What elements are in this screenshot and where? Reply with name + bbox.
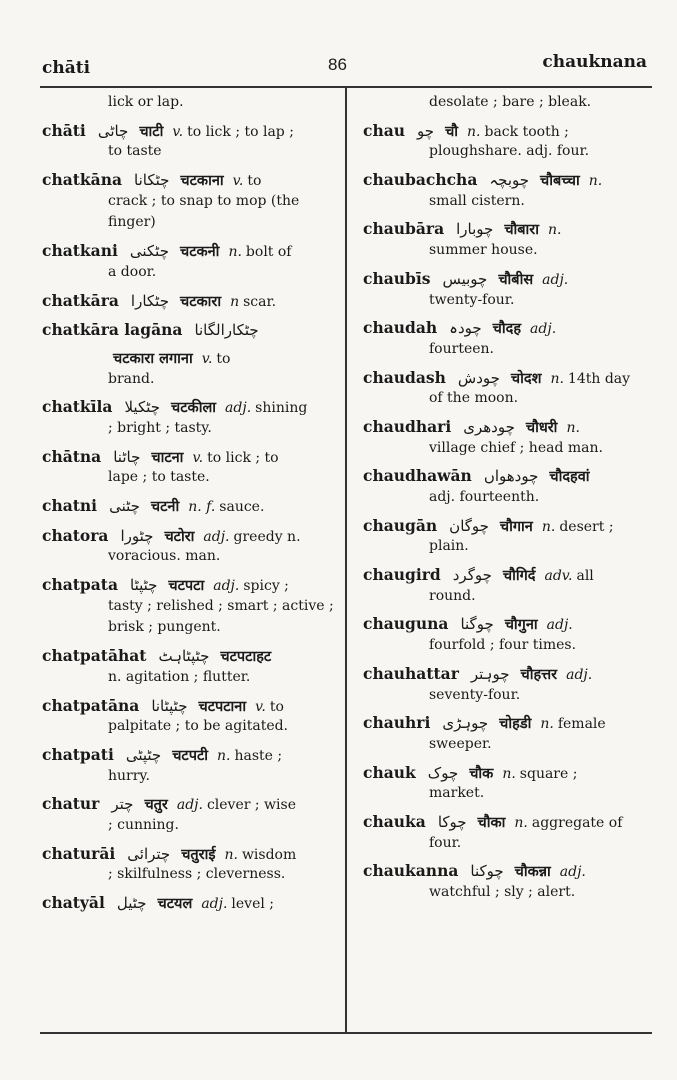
dictionary-entry (42, 318, 338, 343)
part-of-speech: v. (255, 698, 266, 715)
definition-continuation: of the moon. (429, 390, 519, 407)
left-guide-word: chāti (42, 58, 91, 78)
hindi-script: चाटना (151, 448, 184, 466)
urdu-script: چوبچہ (489, 171, 530, 190)
hindi-script: चौदहवां (549, 468, 590, 486)
definition-continuation: twenty-four. (429, 291, 515, 308)
dictionary-entry (42, 119, 338, 163)
part-of-speech: adj. (203, 528, 230, 545)
urdu-script: چترائی (127, 844, 171, 863)
urdu-script: چٹپٹانا (151, 696, 188, 715)
hindi-script: चतुर (144, 796, 168, 814)
bottom-rule (40, 1032, 652, 1034)
headword: chaugird (363, 565, 441, 585)
definition: greedy n. (233, 528, 301, 545)
dictionary-entry (42, 644, 338, 688)
urdu-script: چوکا (437, 812, 467, 831)
part-of-speech: n. (541, 518, 556, 535)
headword: chatni (42, 496, 98, 515)
urdu-script: چٹیل (116, 894, 147, 912)
hindi-script: चटकीला (171, 399, 217, 417)
part-of-speech: adj. (530, 321, 557, 338)
urdu-script: چٹنی (109, 497, 140, 515)
hindi-script: चौगिर्द (502, 567, 536, 585)
dictionary-entry (42, 694, 338, 738)
headword: chaubachcha (363, 170, 478, 190)
definition-continuation: market. (429, 785, 485, 802)
hindi-script: चौबच्चा (540, 172, 580, 190)
hindi-script: चटकनी (179, 243, 220, 261)
hindi-script: चटपटा (168, 577, 205, 595)
definition: bolt of (245, 244, 292, 261)
definition-continuation: sweeper. (429, 735, 492, 752)
part-of-speech: n. (502, 765, 516, 782)
definition: to lick ; to lap ; (187, 123, 294, 140)
dictionary-entry (363, 761, 655, 805)
part-of-speech: adv. (544, 568, 573, 585)
headword: chauk (363, 762, 416, 782)
definition-continuation: hurry. (108, 767, 150, 784)
left-column (42, 92, 338, 916)
definition-continuation: fourteen. (429, 340, 494, 357)
definition: to (269, 698, 284, 715)
definition: wisdom (241, 846, 297, 863)
definition-continuation: a door. (108, 263, 157, 280)
headword: chatkāra (42, 290, 119, 310)
hindi-script: चौदह (492, 320, 522, 338)
dictionary-entry (42, 168, 338, 234)
page-header (0, 50, 677, 90)
part-of-speech: n. f. (188, 499, 216, 515)
part-of-speech: adj. (559, 864, 586, 881)
urdu-script: چٹکنی (129, 242, 169, 261)
definition: back tooth ; (484, 123, 569, 140)
definition-continuation: ; bright ; tasty. (108, 419, 212, 436)
urdu-script: چودھری (463, 417, 515, 436)
urdu-script: چوہتر (470, 664, 510, 683)
part-of-speech: n (230, 293, 240, 310)
urdu-script: چوگرد (452, 566, 492, 585)
dictionary-entry (42, 842, 338, 886)
dictionary-entry (42, 239, 338, 283)
definition: all (576, 568, 594, 585)
part-of-speech: n. (514, 814, 528, 831)
headword: chaubīs (363, 268, 431, 288)
dictionary-entry (42, 891, 338, 916)
definition: haste ; (234, 747, 283, 764)
right-column (363, 92, 655, 904)
definition-continuation: ; skilfulness ; cleverness. (108, 866, 286, 883)
headword: chatkani (42, 241, 118, 261)
hindi-script: चटनी (150, 498, 180, 515)
dictionary-entry (363, 662, 655, 706)
part-of-speech: v. (232, 173, 244, 190)
part-of-speech: n. (224, 846, 238, 863)
hindi-script: चतुराई (181, 845, 216, 863)
urdu-script: چو (417, 121, 435, 140)
headword: chatur (42, 794, 100, 814)
headword: chauhri (363, 713, 431, 733)
definition: to lick ; to (207, 449, 279, 466)
hindi-script: चटपटी (172, 746, 209, 764)
headword: chatora (42, 525, 109, 545)
definition-continuation: seventy-four. (429, 686, 521, 703)
dictionary-entry (363, 267, 655, 311)
headword: chaudhari (363, 416, 452, 436)
definition: level ; (231, 896, 275, 912)
definition: spicy ; (243, 578, 289, 595)
hindi-script: चाटी (139, 122, 164, 140)
definition-continuation: village chief ; head man. (429, 439, 603, 456)
urdu-script: چٹپٹی (125, 745, 162, 764)
hindi-script: चौधरी (525, 418, 558, 436)
hindi-script: चौ (445, 122, 459, 140)
urdu-script: چاٹنا (113, 447, 141, 466)
hindi-script: चौकन्ना (514, 863, 551, 881)
hindi-script: चौबारा (504, 221, 539, 239)
definition-continuation: brand. (108, 370, 155, 387)
part-of-speech: n. (228, 244, 242, 261)
urdu-script: چوبارا (456, 220, 494, 239)
headword: chatpata (42, 575, 118, 595)
urdu-script: چٹکارا (130, 291, 169, 310)
definition-continuation: ploughshare. adj. four. (429, 143, 590, 160)
part-of-speech: n. (548, 222, 562, 239)
urdu-script: چودش (457, 368, 500, 387)
dictionary-entry (363, 464, 655, 508)
dictionary-entry (363, 612, 655, 656)
part-of-speech: adj. (546, 617, 573, 634)
definition-continuation: to taste (108, 143, 162, 160)
definition-continuation: round. (429, 587, 476, 604)
hindi-script: चटकारा (179, 292, 222, 310)
continuation-text: desolate ; bare ; bleak. (429, 94, 592, 110)
dictionary-entry (42, 573, 338, 639)
dictionary-entry (363, 859, 655, 903)
definition-continuation: four. (429, 834, 462, 851)
part-of-speech: n. (467, 123, 481, 140)
headword: chaugān (363, 515, 438, 535)
definition: aggregate of (531, 814, 623, 831)
hindi-script: चौक (469, 764, 494, 782)
part-of-speech: adj. (225, 400, 252, 417)
dictionary-entry (42, 494, 338, 519)
hindi-script: चोदश (510, 369, 542, 387)
headword: chātna (42, 446, 102, 466)
definition-continuation: adj. fourteenth. (429, 489, 540, 505)
definition-continuation: watchful ; sly ; alert. (429, 884, 576, 900)
part-of-speech: adj. (176, 797, 203, 814)
definition: square ; (519, 765, 578, 782)
headword: chaubāra (363, 219, 445, 239)
urdu-script: چتر (111, 795, 134, 814)
definition: 14th day (567, 370, 631, 387)
headword: chatkāna (42, 170, 123, 190)
hindi-script: चौबीस (498, 270, 534, 288)
urdu-script: چودھواں (483, 467, 539, 486)
dictionary-entry (363, 366, 655, 410)
definition: clever ; wise (206, 797, 296, 814)
dictionary-entry (42, 524, 338, 568)
hindi-script: चटोरा (164, 527, 195, 545)
dictionary-entry (363, 514, 655, 558)
headword: chauguna (363, 614, 449, 634)
right-guide-word: chauknana (542, 52, 647, 72)
urdu-script: چٹورا (120, 526, 154, 545)
part-of-speech: adj. (201, 896, 228, 912)
part-of-speech: adj. (566, 666, 593, 683)
urdu-script: چٹپٹا (130, 576, 158, 595)
hindi-script: चटकाना (180, 172, 224, 190)
part-of-speech: v. (192, 449, 204, 466)
part-of-speech: n. (588, 173, 603, 190)
definition: shining (255, 400, 308, 417)
headword: chatkīla (42, 397, 113, 417)
hindi-script: चौगुना (504, 616, 538, 634)
urdu-script: چٹکیلا (124, 398, 161, 417)
dictionary-entry (363, 415, 655, 459)
part-of-speech: n. (566, 419, 580, 436)
part-of-speech: n. (540, 716, 554, 733)
dictionary-entry (42, 445, 338, 489)
headword: chauka (363, 811, 426, 831)
headword: chaturāi (42, 843, 116, 863)
urdu-script: چوبیس (442, 269, 488, 288)
part-of-speech: n. (217, 747, 231, 764)
page-number: 86 (328, 55, 347, 74)
headword: chaukanna (363, 861, 459, 881)
headword: chatkāra lagāna (42, 320, 183, 340)
part-of-speech: adj. (213, 578, 240, 595)
definition-continuation: plain. (429, 538, 469, 555)
definition: scar. (243, 293, 277, 310)
urdu-script: چوگان (449, 516, 489, 535)
hindi-script: चौहत्तर (520, 665, 558, 683)
dictionary-entry (42, 289, 338, 314)
dictionary-entry (42, 348, 338, 390)
definition-continuation: tasty ; relished ; smart ; active ; brisk ; pungent. (108, 597, 334, 636)
urdu-script: چاٹی (97, 121, 129, 140)
definition-continuation: ; cunning. (108, 816, 179, 833)
definition: desert ; (559, 518, 614, 535)
dictionary-entry (363, 217, 655, 261)
definition-continuation: lape ; to taste. (108, 469, 210, 486)
definition-continuation: palpitate ; to be agitated. (108, 718, 289, 735)
hindi-script: चटयल (157, 895, 193, 912)
hindi-script: चटकारा लगाना (113, 349, 193, 367)
urdu-script: چوگنا (460, 615, 494, 634)
headword: chaudah (363, 318, 438, 338)
hindi-script: चटपटाहट (220, 648, 272, 666)
dictionary-entry (363, 168, 655, 212)
dictionary-entry (363, 119, 655, 163)
definition: female (557, 716, 606, 733)
urdu-script: چٹکانا (134, 171, 170, 190)
part-of-speech: adj. (542, 271, 569, 288)
headword: chauhattar (363, 663, 459, 683)
dictionary-entry (42, 743, 338, 787)
headword: chatpatāna (42, 695, 140, 715)
dictionary-entry (363, 810, 655, 854)
headword: chatyāl (42, 893, 105, 912)
part-of-speech: n. (550, 370, 564, 387)
hindi-script: चटपटाना (198, 697, 247, 715)
headword: chatpatāhat (42, 646, 147, 666)
urdu-script: چٹپٹاہٹ (158, 647, 210, 666)
dictionary-entry (363, 711, 655, 755)
urdu-script: چوکنا (470, 862, 504, 881)
definition-continuation: fourfold ; four times. (429, 637, 577, 654)
definition-continuation: summer house. (429, 242, 538, 259)
dictionary-entry (42, 792, 338, 836)
definition: to (216, 350, 231, 367)
hindi-script: चौगान (499, 517, 533, 535)
definition-continuation: crack ; to snap to mop (the finger) (108, 192, 300, 231)
dictionary-entry (363, 316, 655, 360)
dictionary-entry (42, 395, 338, 439)
part-of-speech: v. (172, 123, 184, 140)
part-of-speech: v. (201, 350, 213, 367)
headword: chaudhawān (363, 466, 472, 486)
urdu-script: چودہ (449, 319, 482, 338)
definition-continuation: small cistern. (429, 192, 525, 209)
headword: chaudash (363, 367, 446, 387)
headword: chāti (42, 120, 86, 140)
definition-continuation: voracious. man. (108, 548, 221, 565)
hindi-script: चोहडी (499, 715, 532, 733)
definition: sauce. (219, 499, 265, 515)
definition: to (247, 173, 262, 190)
urdu-script: چوک (427, 763, 459, 782)
column-divider (345, 86, 347, 1032)
dictionary-entry (363, 563, 655, 607)
hindi-script: चौका (477, 813, 506, 831)
urdu-script: چوہڑی (442, 714, 489, 733)
definition-continuation: n. agitation ; flutter. (108, 668, 251, 685)
continuation-text: lick or lap. (108, 94, 184, 110)
headword: chau (363, 120, 406, 140)
headword: chatpati (42, 744, 114, 764)
urdu-script: چٹکارالگانا (194, 321, 259, 340)
